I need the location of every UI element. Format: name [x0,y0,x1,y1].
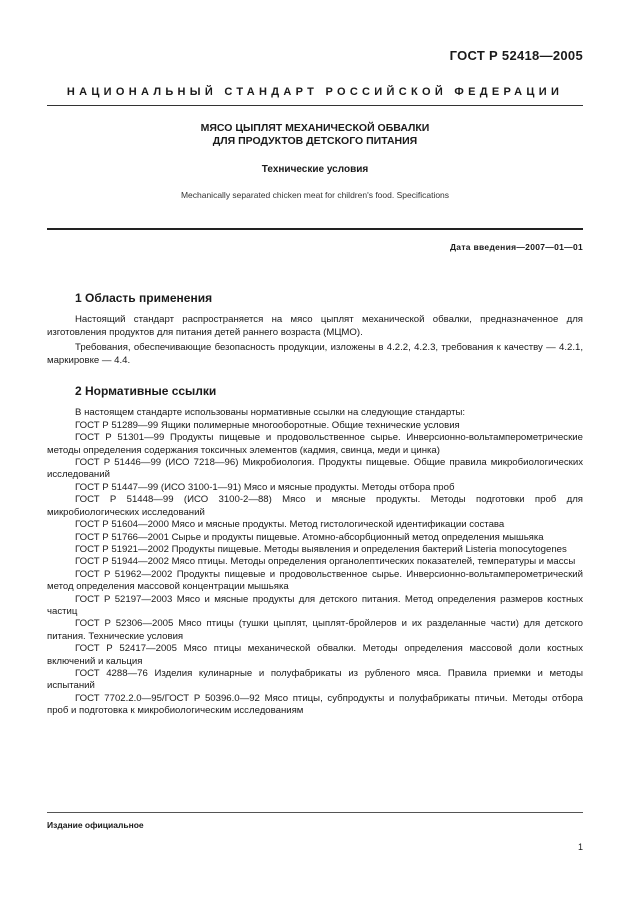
english-title: Mechanically separated chicken meat for children's food. Specifications [180,190,450,200]
reference-item: ГОСТ Р 51766—2001 Сырье и продукты пищевые. Атомно-абсорбционный метод определения мышьяка [75,531,544,543]
title-line-1: МЯСО ЦЫПЛЯТ МЕХАНИЧЕСКОЙ ОБВАЛКИ [200,122,430,134]
reference-item: ГОСТ Р 51962—2002 Продукты пищевые и продовольственное сырье. Инверсионно-вольтамперометрический метод определения массовой концентрации мышьяка [47,568,583,593]
section-1-paragraph: Настоящий стандарт распространяется на мясо цыплят механической обвалки, предназначенное для изготовления продуктов для питания детей раннего возраста (МЦМО). [47,314,583,338]
reference-item: ГОСТ Р 52417—2005 Мясо птицы механической обвалки. Методы определения массовой доли костных включений и кальция [47,643,583,667]
page-number: 1 [577,842,583,852]
national-standard-heading: НАЦИОНАЛЬНЫЙ СТАНДАРТ РОССИЙСКОЙ ФЕДЕРАЦИИ [66,86,564,98]
document-title [47,122,583,148]
title-line-2: ДЛЯ ПРОДУКТОВ ДЕТСКОГО ПИТАНИЯ [212,135,418,147]
reference-item: ГОСТ 7702.2.0—95/ГОСТ Р 50396.0—92 Мясо птицы, субпродукты и полуфабрикаты птичьи. Методы отбора проб и подготовка к микробиологическим исследованиям [47,692,583,717]
reference-item: ГОСТ Р 51446—99 (ИСО 7218—96) Микробиология. Продукты пищевые. Общие правила микробиологических исследований [47,457,583,481]
footer-divider [47,812,583,813]
section-1-heading: 1 Область применения [75,291,213,305]
reference-item: ГОСТ Р 51447—99 (ИСО 3100-1—91) Мясо и мясные продукты. Методы отбора проб [75,481,455,493]
reference-item: ГОСТ Р 51944—2002 Мясо птицы. Методы определения органолептических показателей, температуры и массы [75,556,576,568]
reference-item: ГОСТ Р 52306—2005 Мясо птицы (тушки цыплят, цыплят-бройлеров и их разделанные части) для детского питания. Технические условия [47,618,583,642]
reference-item: ГОСТ Р 52197—2003 Мясо и мясные продукты для детского питания. Метод определения размеров костных частиц [47,593,583,617]
reference-item: ГОСТ Р 51448—99 (ИСО 3100-2—88) Мясо и мясные продукты. Методы подготовки проб для микробиологических исследований [47,494,583,518]
reference-item: ГОСТ Р 51301—99 Продукты пищевые и продовольственное сырье. Инверсионно-вольтамперометрические методы определения содержания токсичных элементов (кадмия, свинца, меди и цинка) [47,432,583,456]
document-body [47,292,583,718]
reference-item: ГОСТ Р 51921—2002 Продукты пищевые. Методы выявления и определения бактерий Listeria monocytogenes [75,543,567,555]
title-divider [47,228,583,230]
reference-item: ГОСТ 4288—76 Изделия кулинарные и полуфабрикаты из рубленого мяса. Правила приемки и методы испытаний [47,667,583,692]
section-2-heading: 2 Нормативные ссылки [75,384,217,399]
standard-code: ГОСТ Р 52418—2005 [449,48,583,63]
document-subtitle: Технические условия [261,164,369,175]
reference-item: ГОСТ Р 51604—2000 Мясо и мясные продукты. Метод гистологической идентификации состава [75,519,505,531]
section-2-intro: В настоящем стандарте использованы нормативные ссылки на следующие стандарты: [75,407,466,419]
official-edition-label: Издание официальное [47,820,144,830]
reference-item: ГОСТ Р 51289—99 Ящики полимерные многооборотные. Общие технические условия [75,419,460,431]
top-divider [47,105,583,106]
section-1-paragraph: Требования, обеспечивающие безопасность продукции, изложены в 4.2.2, 4.2.3, требования к качеству — 4.2.1, маркировке — 4.4. [47,342,583,366]
introduction-date: Дата введения—2007—01—01 [449,242,583,252]
